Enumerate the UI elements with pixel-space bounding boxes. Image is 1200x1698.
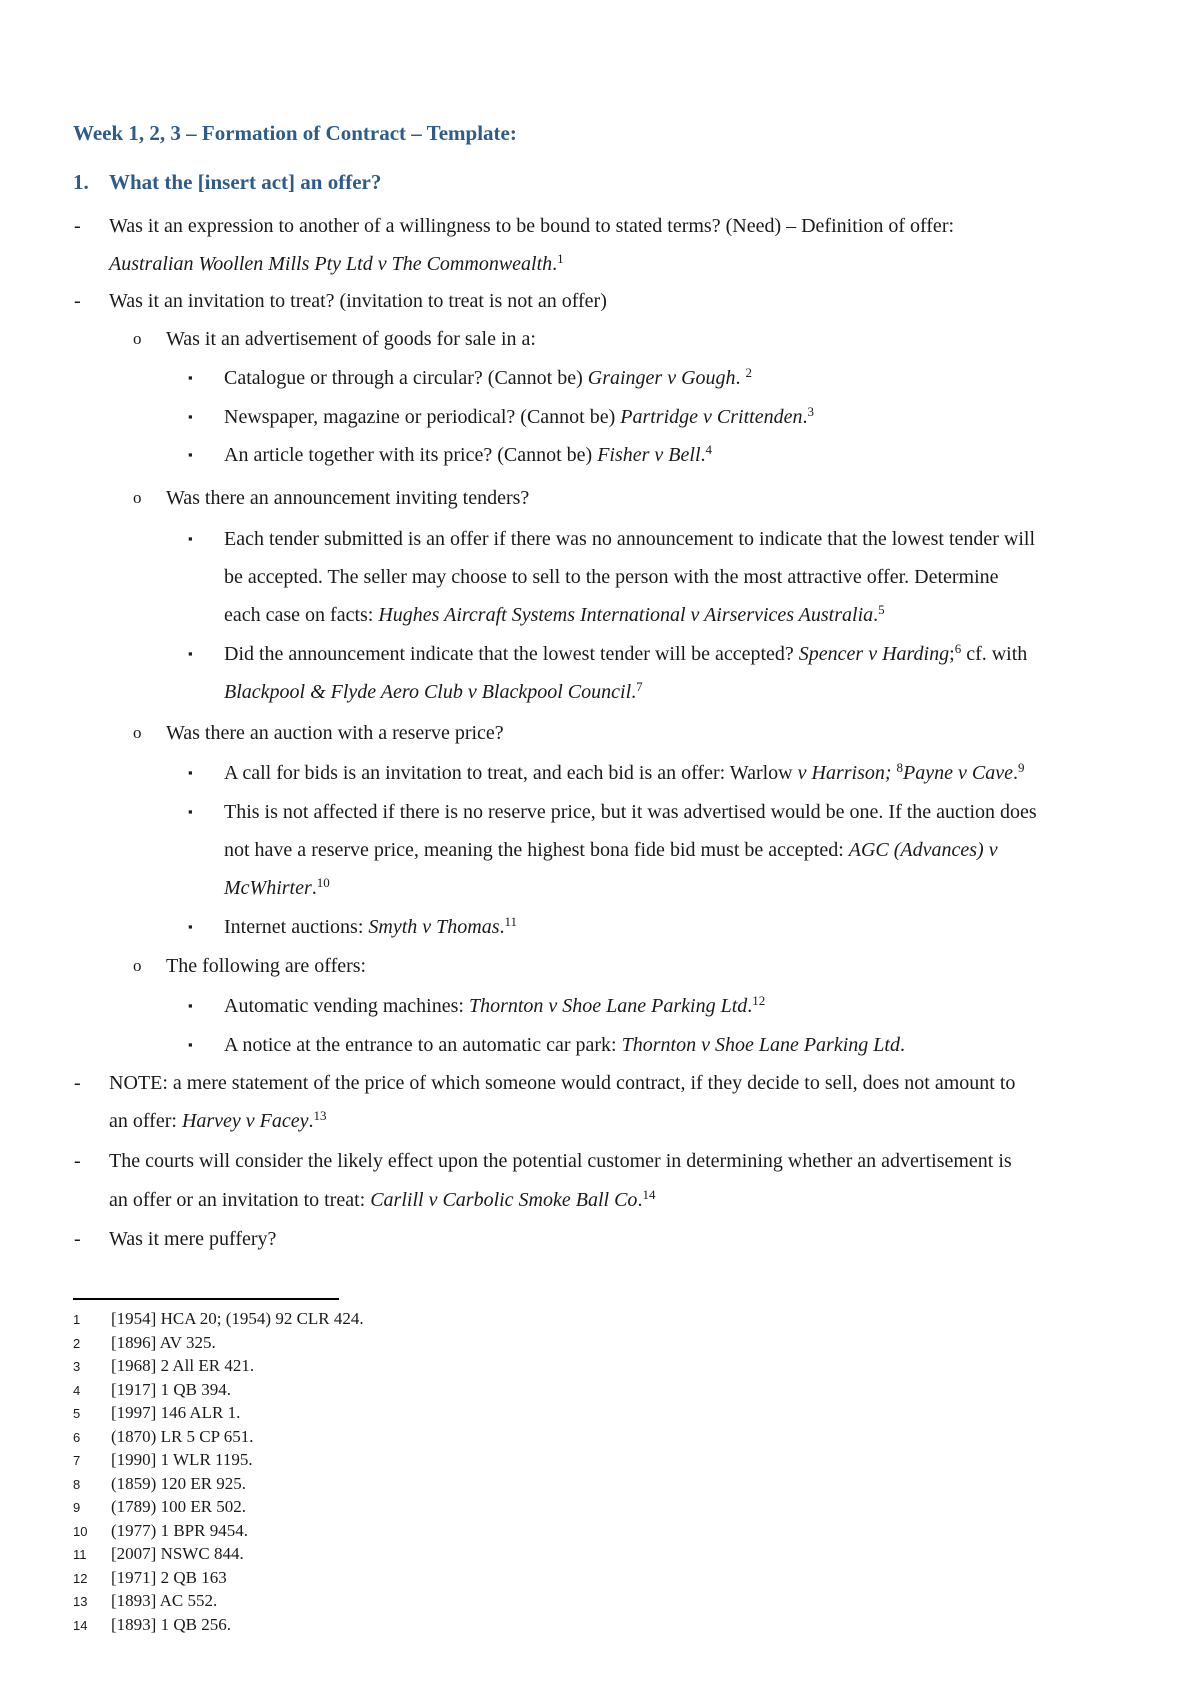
footnote — [73, 1331, 216, 1355]
item-advertisement: Was it an advertisement of goods for sale in a: — [166, 328, 536, 350]
case-name: Partridge v Crittenden — [620, 406, 803, 428]
footnote-number: 10 — [73, 1523, 88, 1539]
page-title: Week 1, 2, 3 – Formation of Contract – Template: — [73, 121, 517, 145]
item-following-offers: The following are offers: — [166, 955, 367, 977]
case-name: AGC (Advances) v — [848, 839, 998, 861]
footnote-text: [2007] NSWC 844. — [111, 1544, 244, 1563]
item-puffery: Was it mere puffery? — [109, 1228, 277, 1250]
footnote-ref: 14 — [642, 1187, 656, 1202]
footnote-number: 4 — [73, 1382, 81, 1398]
footnote-text: [1917] 1 QB 394. — [111, 1379, 231, 1399]
square-marker: ▪ — [188, 765, 193, 780]
square-marker: ▪ — [188, 447, 193, 462]
footnote-ref: 5 — [878, 602, 885, 617]
item-vending-machines: Automatic vending machines: Thornton v Shoe Lane Parking Ltd.$^{12}$ — [224, 993, 766, 1017]
case-name: McWhirter — [224, 877, 312, 899]
footnote-text: (1977) 1 BPR 9454. — [111, 1520, 248, 1540]
item-article-price: An article together with its price? (Cannot be) Fisher v Bell.$^4$ — [224, 442, 713, 466]
footnote-number: 8 — [73, 1476, 81, 1492]
footnote-ref: 12 — [752, 993, 766, 1008]
footnote-text: [1990] 1 WLR 1195. — [111, 1450, 253, 1469]
square-marker: ▪ — [188, 804, 193, 819]
footnote — [73, 1448, 253, 1472]
dash-marker: - — [74, 1072, 81, 1094]
case-name: Hughes Aircraft Systems International v Airservices Australia — [378, 604, 874, 626]
item-courts-line2: an offer or an invitation to treat: Carlill v Carbolic Smoke Ball Co.$^{14}$ — [109, 1187, 656, 1211]
item-internet-auctions: Internet auctions: Smyth v Thomas.$^{11}$ — [224, 914, 518, 938]
footnote — [73, 1519, 248, 1543]
footnote — [73, 1354, 254, 1378]
circle-marker: o — [133, 488, 142, 507]
footnote-number: 3 — [73, 1359, 81, 1374]
item-lowest-tender-line2: Blackpool & Flyde Aero Club v Blackpool Council.$^7$ — [224, 679, 643, 703]
item-reserve-price-line2: not have a reserve price, meaning the highest bona fide bid must be accepted: AGC (Advances) v — [224, 839, 998, 861]
footnote-ref: 8 — [896, 760, 904, 775]
footnote-number: 12 — [73, 1570, 88, 1586]
footnote-number: 14 — [73, 1617, 88, 1633]
circle-marker: o — [133, 956, 142, 975]
footnote-number: 5 — [73, 1406, 81, 1421]
footnote-number: 7 — [73, 1453, 81, 1468]
square-marker: ▪ — [188, 531, 193, 546]
footnote — [73, 1425, 253, 1449]
circle-marker: o — [133, 723, 142, 742]
question-text: What the [insert act] an offer? — [109, 170, 382, 194]
footnote — [73, 1495, 246, 1519]
item-catalogue: Catalogue or through a circular? (Cannot be) Grainger v Gough. $^2$ — [224, 365, 753, 389]
square-marker: ▪ — [188, 919, 193, 934]
item-reserve-price-line3: McWhirter.$^{10}$ — [224, 875, 330, 899]
footnote-ref: 7 — [636, 679, 643, 694]
dash-marker: - — [74, 290, 81, 312]
item-newspaper: Newspaper, magazine or periodical? (Cannot be) Partridge v Crittenden.$^3$ — [224, 404, 814, 428]
item-note-line1: NOTE: a mere statement of the price of which someone would contract, if they decide to sell, does not amount to — [109, 1072, 1016, 1094]
footnote-number: 13 — [73, 1594, 88, 1609]
dash-marker: - — [74, 1228, 81, 1250]
footnote-separator — [73, 1298, 339, 1300]
case-name: Thornton v Shoe Lane Parking Ltd — [468, 995, 748, 1017]
item-note-line2: an offer: Harvey v Facey.$^{13}$ — [109, 1108, 327, 1132]
footnote-number: 1 — [73, 1312, 81, 1327]
item-reserve-price-line1: This is not affected if there is no reserve price, but it was advertised would be one. If the auction does — [224, 801, 1037, 823]
item-auction: Was there an auction with a reserve price? — [166, 722, 504, 744]
item-tender-offer-line1: Each tender submitted is an offer if there was no announcement to indicate that the lowest tender will — [224, 528, 1036, 550]
footnote-ref: 11 — [504, 914, 518, 929]
square-marker: ▪ — [188, 998, 193, 1013]
footnote-text: [1896] AV 325. — [111, 1332, 216, 1352]
footnote-number: 6 — [73, 1429, 81, 1445]
footnote — [73, 1589, 217, 1613]
footnote-text: [1997] 146 ALR 1. — [111, 1403, 241, 1422]
footnote-ref: 3 — [807, 404, 814, 419]
dash-marker: - — [74, 1150, 81, 1172]
item-invitation-to-treat: Was it an invitation to treat? (invitation to treat is not an offer) — [109, 290, 607, 312]
footnote-ref: 2 — [745, 365, 753, 380]
footnote-text: (1859) 120 ER 925. — [111, 1473, 247, 1493]
footnote — [73, 1307, 364, 1331]
case-name: Blackpool & Flyde Aero Club v Blackpool Council — [224, 681, 632, 703]
square-marker: ▪ — [188, 370, 193, 385]
footnote-ref: 6 — [954, 641, 962, 656]
item-courts-line1: The courts will consider the likely effect upon the potential customer in determining whether an advertisement is — [109, 1150, 1012, 1172]
case-name: Thornton v Shoe Lane Parking Ltd — [621, 1034, 900, 1056]
footnote-ref: 13 — [313, 1108, 327, 1123]
footnote-ref: 1 — [557, 251, 564, 266]
square-marker: ▪ — [188, 409, 193, 424]
footnote-text: [1971] 2 QB 163 — [111, 1567, 227, 1587]
footnote-text: [1954] HCA 20; (1954) 92 CLR 424. — [111, 1309, 364, 1328]
footnote-text: [1893] AC 552. — [111, 1591, 218, 1610]
square-marker: ▪ — [188, 1037, 193, 1052]
item-offer-definition: Was it an expression to another of a willingness to be bound to stated terms? (Need) – Definition of offer: — [109, 215, 955, 237]
case-name: v Harrison; — [797, 762, 897, 784]
item-car-park-notice: A notice at the entrance to an automatic car park: Thornton v Shoe Lane Parking Ltd. — [224, 1034, 905, 1056]
item-call-for-bids: A call for bids is an invitation to treat, and each bid is an offer: Warlow v Harrison; $^8$Payne v Cave.$^9$ — [224, 760, 1025, 784]
circle-marker: o — [133, 329, 142, 348]
footnote-ref: 9 — [1017, 760, 1025, 775]
footnote — [73, 1401, 240, 1425]
case-name: Harvey v Facey — [181, 1110, 309, 1132]
square-marker: ▪ — [188, 646, 193, 661]
case-name: Spencer v Harding — [798, 643, 950, 665]
footnote — [73, 1613, 231, 1637]
item-lowest-tender-line1: Did the announcement indicate that the lowest tender will be accepted? Spencer v Harding;$^6$ cf. with — [224, 641, 1028, 665]
item-tenders: Was there an announcement inviting tenders? — [166, 487, 530, 509]
case-name: Smyth v Thomas — [368, 916, 500, 938]
footnote-number: 2 — [73, 1335, 81, 1351]
question-number: 1. — [73, 170, 89, 194]
item-tender-offer-line3: each case on facts: Hughes Aircraft Systems International v Airservices Australia.$^5$ — [224, 602, 885, 626]
dash-marker: - — [74, 215, 81, 237]
footnote-text: (1789) 100 ER 502. — [111, 1497, 247, 1516]
footnote-ref: 10 — [316, 875, 330, 890]
footnote-ref: 4 — [705, 442, 713, 457]
case-name: Australian Woollen Mills Pty Ltd v The Commonwealth — [109, 253, 553, 275]
case-name: Payne v Cave — [903, 762, 1013, 784]
item-tender-offer-line2: be accepted. The seller may choose to sell to the person with the most attractive offer. Determine — [224, 566, 999, 588]
footnote-text: (1870) LR 5 CP 651. — [111, 1426, 254, 1446]
footnote-number: 11 — [73, 1547, 87, 1562]
case-name: Fisher v Bell — [597, 444, 701, 466]
footnote-text: [1968] 2 All ER 421. — [111, 1356, 255, 1375]
footnote-number: 9 — [73, 1500, 81, 1515]
footnote — [73, 1378, 231, 1402]
case-name: Grainger v Gough — [587, 367, 736, 389]
item-offer-definition-case: Australian Woollen Mills Pty Ltd v The Commonwealth.$^1$ — [109, 251, 564, 275]
footnote — [73, 1542, 244, 1566]
case-name: Carlill v Carbolic Smoke Ball Co — [370, 1189, 638, 1211]
footnote — [73, 1566, 227, 1590]
footnote-text: [1893] 1 QB 256. — [111, 1614, 231, 1634]
footnote — [73, 1472, 246, 1496]
